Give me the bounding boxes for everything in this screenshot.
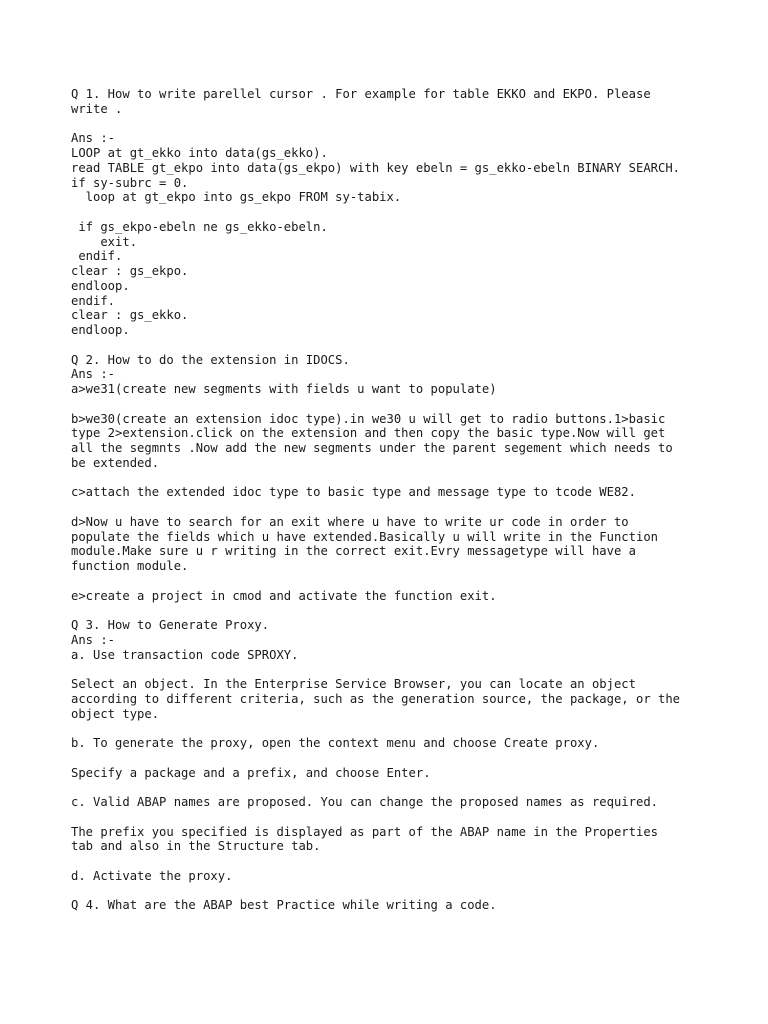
text-line: Q 4. What are the ABAP best Practice while writing a code. [71, 898, 497, 913]
blank-line [71, 884, 711, 899]
text-line: Q 3. How to Generate Proxy. [71, 618, 270, 632]
text-line: The prefix you specified is displayed as part of the ABAP name in the Properties [71, 824, 658, 839]
blank-line [71, 471, 711, 486]
text-line: Ans :- [71, 131, 116, 146]
text-line: clear : gs_ekko. [71, 308, 189, 323]
text-line: c>attach the extended idoc type to basic type and message type to tcode WE82. [71, 485, 636, 500]
text-line: endif. [71, 293, 116, 308]
text-line: clear : gs_ekpo. [71, 264, 189, 278]
text-line: Ans :- [71, 367, 116, 382]
text-line: be extended. [71, 455, 160, 470]
blank-line [71, 205, 711, 220]
text-line: tab and also in the Structure tab. [71, 839, 321, 854]
text-line: Select an object. In the Enterprise Service Browser, you can locate an object [71, 677, 636, 691]
blank-line [71, 780, 711, 795]
text-line: d. Activate the proxy. [71, 868, 233, 883]
text-line: b. To generate the proxy, open the context menu and choose Create proxy. [71, 736, 600, 750]
blank-line [71, 854, 711, 869]
blank-line [71, 721, 711, 736]
text-line: Ans :- [71, 632, 116, 647]
text-line: exit. [71, 234, 138, 249]
blank-line [71, 603, 711, 618]
blank-line [71, 751, 711, 766]
text-line: d>Now u have to search for an exit where u have to write ur code in order to [71, 514, 629, 529]
blank-line [71, 397, 711, 412]
blank-line [71, 662, 711, 677]
text-line: Q 1. How to write parellel cursor . For example for table EKKO and EKPO. Please [71, 87, 651, 101]
text-line: write . [71, 101, 123, 116]
blank-line [71, 500, 711, 515]
text-line: b>we30(create an extension idoc type).in we30 u will get to radio buttons.1>basic [71, 411, 666, 426]
text-line: endloop. [71, 278, 130, 293]
text-line: if sy-subrc = 0. [71, 175, 189, 190]
text-line: loop at gt_ekpo into gs_ekpo FROM sy-tabix. [71, 190, 402, 205]
text-line: LOOP at gt_ekko into data(gs_ekko). [71, 146, 328, 160]
text-line: endif. [71, 249, 123, 264]
text-line: endloop. [71, 323, 130, 337]
text-line: according to different criteria, such as the generation source, the package, or the [71, 691, 681, 706]
text-line: all the segmnts .Now add the new segments under the parent segement which needs to [71, 441, 673, 455]
text-line: module.Make sure u r writing in the correct exit.Evry messagetype will have a [71, 544, 636, 559]
text-line: a. Use transaction code SPROXY. [71, 647, 299, 662]
text-line: e>create a project in cmod and activate the function exit. [71, 588, 497, 603]
text-line: object type. [71, 706, 160, 721]
text-line: c. Valid ABAP names are proposed. You can change the proposed names as required. [71, 795, 658, 809]
text-line: function module. [71, 559, 189, 573]
text-line: type 2>extension.click on the extension and then copy the basic type.Now will get [71, 426, 666, 441]
text-line: Q 2. How to do the extension in IDOCS. [71, 352, 350, 367]
text-line: a>we31(create new segments with fields u want to populate) [71, 382, 497, 396]
text-line: if gs_ekpo-ebeln ne gs_ekko-ebeln. [71, 219, 328, 234]
text-line: populate the fields which u have extended.Basically u will write in the Function [71, 529, 658, 544]
document-page [71, 87, 711, 913]
blank-line [71, 810, 711, 825]
blank-line [71, 117, 711, 132]
text-line: Specify a package and a prefix, and choose Enter. [71, 765, 431, 780]
blank-line [71, 574, 711, 589]
text-line: read TABLE gt_ekpo into data(gs_ekpo) with key ebeln = gs_ekko-ebeln BINARY SEARCH. [71, 160, 681, 175]
blank-line [71, 338, 711, 353]
